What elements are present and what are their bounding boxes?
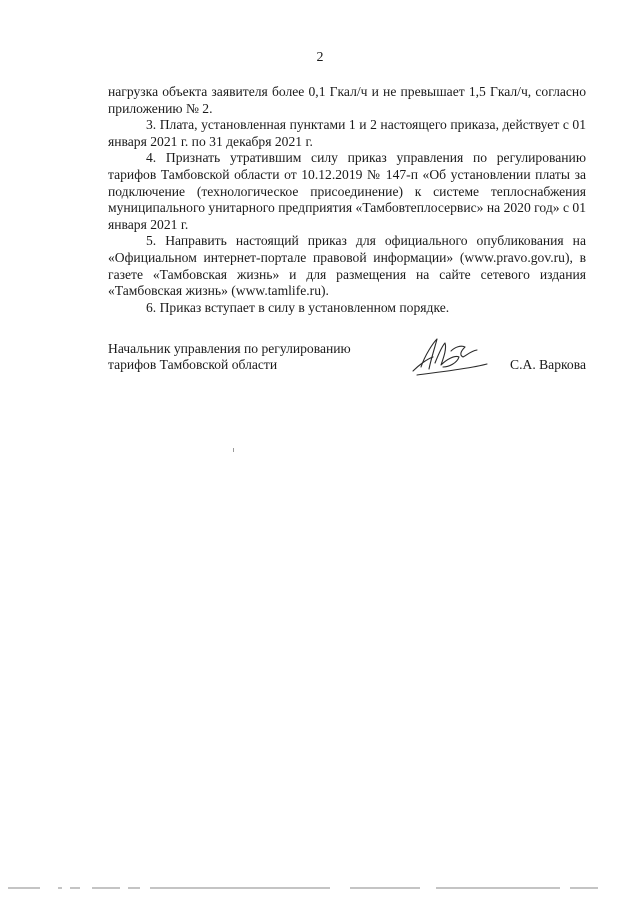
scan-edge-artifact (0, 885, 640, 891)
document-body (108, 84, 586, 316)
paragraph-line: 6. Приказ вступает в силу в установленном порядке. (146, 299, 450, 315)
paragraph-line: «Тамбовская жизнь» (www.tamlife.ru). (108, 283, 329, 299)
paragraph-line: 3. Плата, установленная пунктами 1 и 2 настоящего приказа, действует (146, 117, 560, 133)
paragraph-1 (108, 84, 586, 117)
paragraph-line: нагрузка объекта заявителя более 0,1 Гкал/ч и не превышает 1,5 Гкал/ч, (108, 84, 532, 99)
paragraph-line: 5. Направить настоящий приказ для официального опубликования на (146, 233, 586, 249)
paragraph-5 (108, 300, 586, 317)
paragraph-line: за подключение (технологическое присоединение) к системе теплоснабжения (108, 166, 586, 199)
handwritten-signature-icon (403, 333, 493, 377)
page-number: 2 (316, 50, 324, 65)
paragraph-line: тарифов Тамбовской области от 10.12.2019 № 147-п «Об установлении платы (108, 166, 570, 182)
paragraph-4 (108, 233, 586, 299)
signatory-position-line-2: тарифов Тамбовской области (108, 357, 278, 372)
paragraph-line: «Официальном интернет-портале правовой информации» (www.pravo.gov.ru), (108, 249, 573, 265)
paragraph-line: с 01 января 2021 г. по 31 декабря 2021 г. (108, 117, 586, 149)
paragraph-line: муниципального унитарного предприятия «Тамбовтеплосервис» на 2020 год» (108, 200, 560, 216)
paragraph-3 (108, 150, 586, 233)
paragraph-line: в газете «Тамбовская жизнь» и для размещения на сайте сетевого издания (108, 249, 586, 282)
signatory-position-line-1: Начальник управления по регулированию (108, 341, 351, 356)
paragraph-line: согласно приложению № 2. (108, 84, 586, 116)
signature-block (108, 341, 586, 381)
paragraph-2 (108, 117, 586, 150)
paragraph-line: 4. Признать утратившим силу приказ управления по регулированию (146, 150, 586, 166)
scan-artifact (233, 448, 234, 452)
paragraph-line: с 01 января 2021 г. (108, 200, 587, 232)
signatory-name: С.А. Варкова (510, 357, 586, 372)
signatory-position (108, 341, 388, 373)
